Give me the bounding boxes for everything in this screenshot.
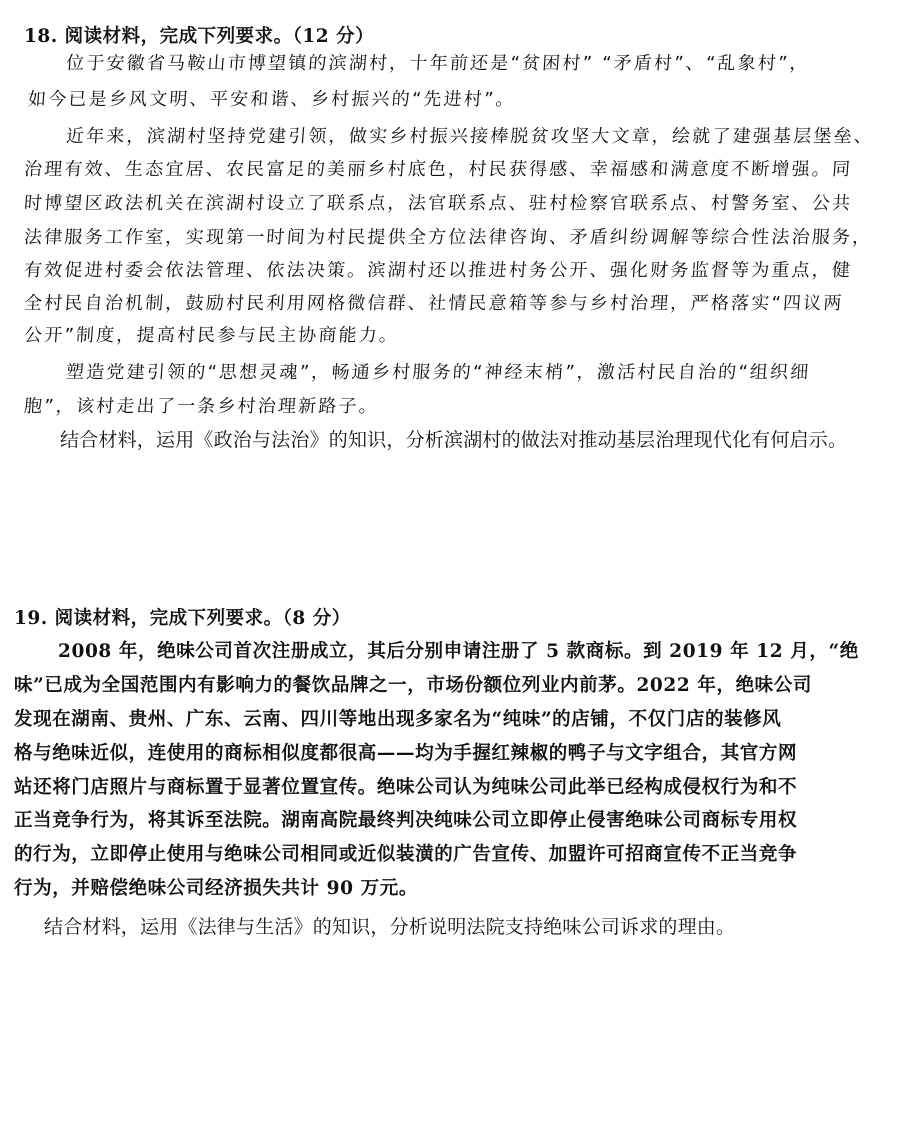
question-18-paragraph-line: 位于安徽省马鞍山市博望镇的滨湖村，十年前还是“贫困村” “矛盾村”、“乱象村”， xyxy=(65,53,811,74)
question-18-paragraph-line: 有效促进村委会依法管理、依法决策。滨湖村还以推进村务公开、强化财务监督等为重点，健 xyxy=(23,260,853,281)
question-19-paragraph-line: 发现在湖南、贵州、广东、云南、四川等地出现多家名为“纯味”的店铺，不仅门店的装修风 xyxy=(14,709,782,730)
question-18-paragraph-line: 公开”制度，提高村民参与民主协商能力。 xyxy=(23,325,400,346)
question-18-heading: 18. 阅读材料，完成下列要求。（12 分） xyxy=(24,26,375,47)
question-18-paragraph-line: 时博望区政法机关在滨湖村设立了联系点，法官联系点、驻村检察官联系点、村警务室、公共 xyxy=(23,193,853,214)
question-18-prompt: 结合材料，运用《政治与法治》的知识，分析滨湖村的做法对推动基层治理现代化有何启示。 xyxy=(60,429,848,451)
question-18-paragraph-line: 近年来，滨湖村坚持党建引领，做实乡村振兴接棒脱贫攻坚大文章，绘就了建强基层堡垒、 xyxy=(65,126,875,147)
question-18-paragraph-line: 如今已是乡风文明、平安和谐、乡村振兴的“先进村”。 xyxy=(27,89,517,110)
question-18-paragraph-line: 法律服务工作室，实现第一时间为村民提供全方位法律咨询、矛盾纠纷调解等综合性法治服务， xyxy=(23,227,874,248)
question-18-paragraph-line: 全村民自治机制，鼓励村民利用网格微信群、社情民意箱等参与乡村治理，严格落实“四议两 xyxy=(23,293,845,314)
question-19-paragraph-line: 味”已成为全国范围内有影响力的餐饮品牌之一，市场份额位列业内前茅。2022 年，绝味公司 xyxy=(14,675,812,696)
question-19-paragraph-line: 站还将门店照片与商标置于显著位置宣传。绝味公司认为纯味公司此举已经构成侵权行为和不 xyxy=(14,777,798,798)
question-19-paragraph-line: 的行为，立即停止使用与绝味公司相同或近似装潢的广告宣传、加盟许可招商宣传不正当竞争 xyxy=(14,844,798,865)
question-19-heading: 19. 阅读材料，完成下列要求。（8 分） xyxy=(14,608,351,629)
question-19-paragraph-line: 格与绝味近似，连使用的商标相似度都很高——均为手握红辣椒的鸭子与文字组合，其官方网 xyxy=(14,743,798,764)
question-18-paragraph-line: 治理有效、生态宜居、农民富足的美丽乡村底色，村民获得感、幸福感和满意度不断增强。同 xyxy=(23,159,853,180)
question-19-paragraph-line: 行为，并赔偿绝味公司经济损失共计 90 万元。 xyxy=(14,878,418,899)
question-18-paragraph-line: 塑造党建引领的“思想灵魂”，畅通乡村服务的“神经末梢”，激活村民自治的“组织细 xyxy=(65,362,812,383)
question-19-paragraph-line: 正当竞争行为，将其诉至法院。湖南高院最终判决纯味公司立即停止侵害绝味公司商标专用权 xyxy=(14,810,798,831)
question-19-paragraph-line: 2008 年，绝味公司首次注册成立，其后分别申请注册了 5 款商标。到 2019 年 12 月，“绝 xyxy=(58,641,859,662)
question-19-prompt: 结合材料，运用《法律与生活》的知识，分析说明法院支持绝味公司诉求的理由。 xyxy=(44,916,736,938)
question-18-paragraph-line: 胞”，该村走出了一条乡村治理新路子。 xyxy=(23,396,380,417)
